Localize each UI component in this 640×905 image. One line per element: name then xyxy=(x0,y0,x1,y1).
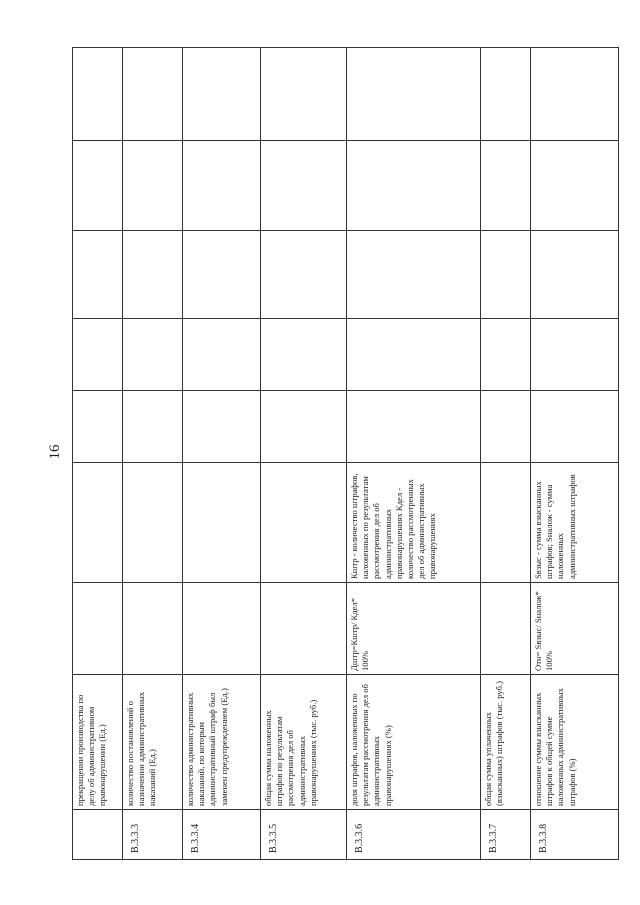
empty-cell xyxy=(261,231,347,319)
empty-cell xyxy=(123,319,183,391)
table-row xyxy=(481,48,531,860)
empty-cell xyxy=(531,231,619,319)
empty-cell xyxy=(123,231,183,319)
page-number: 16 xyxy=(47,444,63,460)
row-formula-cell xyxy=(481,583,531,675)
row-description-cell: доля штрафов, наложенных по результатам рассмотрения дел об административных правонарушениях (%) xyxy=(347,675,481,810)
row-notes-cell: Sвзыс - сумма взысканных штрафов; Sналож - сумма наложенных административных штрафов xyxy=(531,463,619,583)
row-description-cell: количество административных наказаний, по которым административный штраф был заменен предупреждением (Ед.) xyxy=(183,675,261,810)
table-row xyxy=(73,48,123,860)
empty-cell xyxy=(73,231,123,319)
row-formula-cell: Отн= Sвзыс/ Sналож* 100% xyxy=(531,583,619,675)
table-body xyxy=(73,48,619,860)
row-formula-cell xyxy=(183,583,261,675)
empty-cell xyxy=(347,48,481,141)
empty-cell xyxy=(531,319,619,391)
row-notes-cell xyxy=(123,463,183,583)
empty-cell xyxy=(481,319,531,391)
table-row xyxy=(347,48,481,860)
empty-cell xyxy=(73,141,123,231)
empty-cell xyxy=(123,391,183,463)
row-description-cell: количество постановлений о назначении административных наказаний (Ед.) xyxy=(123,675,183,810)
empty-cell xyxy=(347,141,481,231)
empty-cell xyxy=(123,48,183,141)
indicators-table xyxy=(72,47,619,860)
row-code-cell xyxy=(73,810,123,860)
empty-cell xyxy=(531,141,619,231)
empty-cell xyxy=(481,231,531,319)
empty-cell xyxy=(347,231,481,319)
row-description-cell: общая сумма наложенных штрафов по результатам рассмотрения дел об административных правонарушениях (тыс. руб.) xyxy=(261,675,347,810)
empty-cell xyxy=(183,231,261,319)
empty-cell xyxy=(261,319,347,391)
row-formula-cell xyxy=(261,583,347,675)
row-code-cell: В.3.3.4 xyxy=(183,810,261,860)
empty-cell xyxy=(183,391,261,463)
row-description-cell: отношение суммы взысканных штрафов к общей сумме наложенных административных штрафов (%) xyxy=(531,675,619,810)
empty-cell xyxy=(261,141,347,231)
empty-cell xyxy=(183,319,261,391)
indicators-table-wrapper xyxy=(72,48,618,860)
empty-cell xyxy=(73,48,123,141)
table-row xyxy=(123,48,183,860)
empty-cell xyxy=(531,48,619,141)
table-row xyxy=(183,48,261,860)
empty-cell xyxy=(481,48,531,141)
row-code-cell: В.3.3.5 xyxy=(261,810,347,860)
row-description-cell: общая сумма уплаченных (взысканных) штрафов (тыс. руб.) xyxy=(481,675,531,810)
row-code-cell: В.3.3.8 xyxy=(531,810,619,860)
empty-cell xyxy=(261,391,347,463)
empty-cell xyxy=(347,319,481,391)
empty-cell xyxy=(481,141,531,231)
empty-cell xyxy=(183,48,261,141)
row-formula-cell xyxy=(123,583,183,675)
empty-cell xyxy=(123,141,183,231)
row-notes-cell xyxy=(183,463,261,583)
row-notes-cell xyxy=(481,463,531,583)
row-code-cell: В.3.3.6 xyxy=(347,810,481,860)
empty-cell xyxy=(73,391,123,463)
empty-cell xyxy=(183,141,261,231)
row-code-cell: В.3.3.3 xyxy=(123,810,183,860)
row-code-cell: В.3.3.7 xyxy=(481,810,531,860)
table-row xyxy=(261,48,347,860)
row-notes-cell xyxy=(73,463,123,583)
empty-cell xyxy=(531,391,619,463)
row-description-cell: прекращении производства по делу об административном правонарушении (Ед.) xyxy=(73,675,123,810)
empty-cell xyxy=(347,391,481,463)
empty-cell xyxy=(73,319,123,391)
row-notes-cell: Кштр - количество штрафов, наложенных по результатам рассмотрения дел об административных правонарушениях Кдел - количество рассмотренных дел об административных правонарушениях xyxy=(347,463,481,583)
table-row xyxy=(531,48,619,860)
row-formula-cell xyxy=(73,583,123,675)
row-formula-cell: Дштр=Кштр/ Кдел* 100% xyxy=(347,583,481,675)
row-notes-cell xyxy=(261,463,347,583)
empty-cell xyxy=(261,48,347,141)
empty-cell xyxy=(481,391,531,463)
